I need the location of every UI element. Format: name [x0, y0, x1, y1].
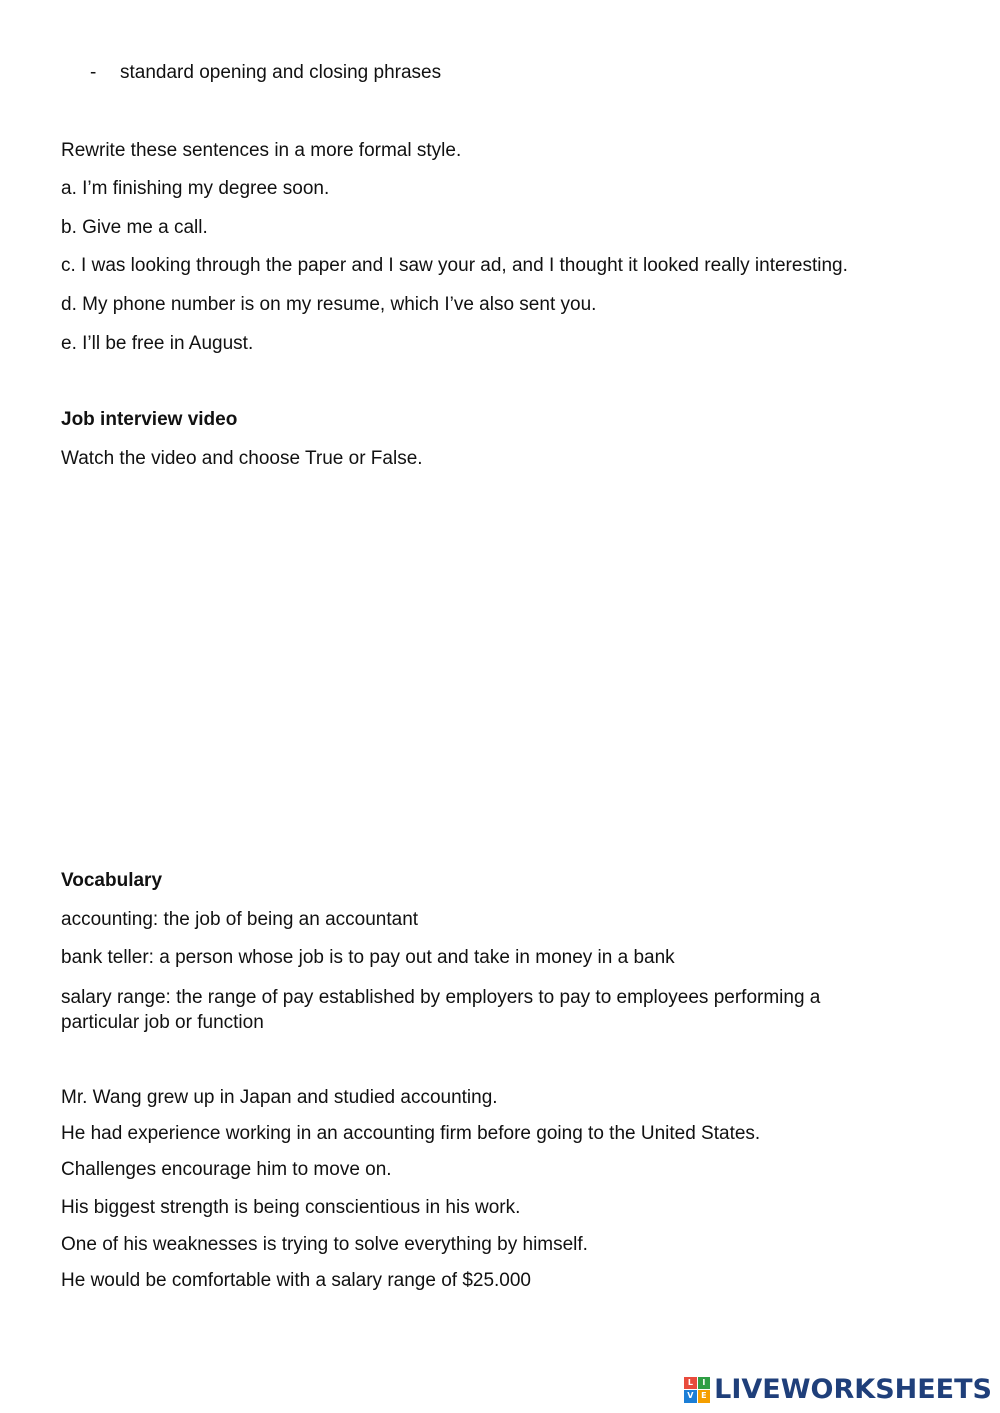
- vocabulary-entry-accounting: accounting: the job of being an accountant: [61, 909, 419, 930]
- statement-3: Challenges encourage him to move on.: [61, 1159, 392, 1180]
- badge-letter-e: E: [698, 1390, 711, 1403]
- statement-6: He would be comfortable with a salary range of $25.000: [61, 1270, 531, 1291]
- badge-letter-i: I: [698, 1377, 711, 1390]
- liveworksheets-wordmark: LIVEWORKSHEETS: [714, 1374, 992, 1405]
- statement-5: One of his weaknesses is trying to solve everything by himself.: [61, 1234, 588, 1255]
- video-heading: Job interview video: [61, 409, 238, 430]
- vocabulary-entry-salary-range: salary range: the range of pay established by employers to pay to employees performing a particular job or function: [61, 987, 821, 1033]
- rewrite-item-b: b. Give me a call.: [61, 217, 208, 238]
- vocabulary-entry-bank-teller: bank teller: a person whose job is to pay out and take in money in a bank: [61, 947, 675, 968]
- liveworksheets-logo: [684, 1374, 992, 1405]
- vocabulary-heading: Vocabulary: [61, 870, 163, 891]
- bullet-marker: -: [90, 62, 97, 83]
- statement-4: His biggest strength is being conscientious in his work.: [61, 1197, 521, 1218]
- video-placeholder-area: [61, 490, 891, 850]
- badge-letter-v: V: [684, 1390, 697, 1403]
- badge-letter-l: L: [684, 1377, 697, 1390]
- rewrite-item-a: a. I’m finishing my degree soon.: [61, 178, 330, 199]
- rewrite-item-c: c. I was looking through the paper and I saw your ad, and I thought it looked really interesting.: [61, 255, 848, 276]
- bullet-text: standard opening and closing phrases: [120, 62, 442, 83]
- rewrite-item-e: e. I’ll be free in August.: [61, 333, 254, 354]
- rewrite-instruction: Rewrite these sentences in a more formal style.: [61, 140, 462, 161]
- statement-2: He had experience working in an accounting firm before going to the United States.: [61, 1123, 761, 1144]
- rewrite-item-d: d. My phone number is on my resume, which I’ve also sent you.: [61, 294, 597, 315]
- statement-1: Mr. Wang grew up in Japan and studied accounting.: [61, 1087, 498, 1108]
- liveworksheets-badge-icon: [684, 1377, 710, 1403]
- video-instruction: Watch the video and choose True or False.: [61, 448, 423, 469]
